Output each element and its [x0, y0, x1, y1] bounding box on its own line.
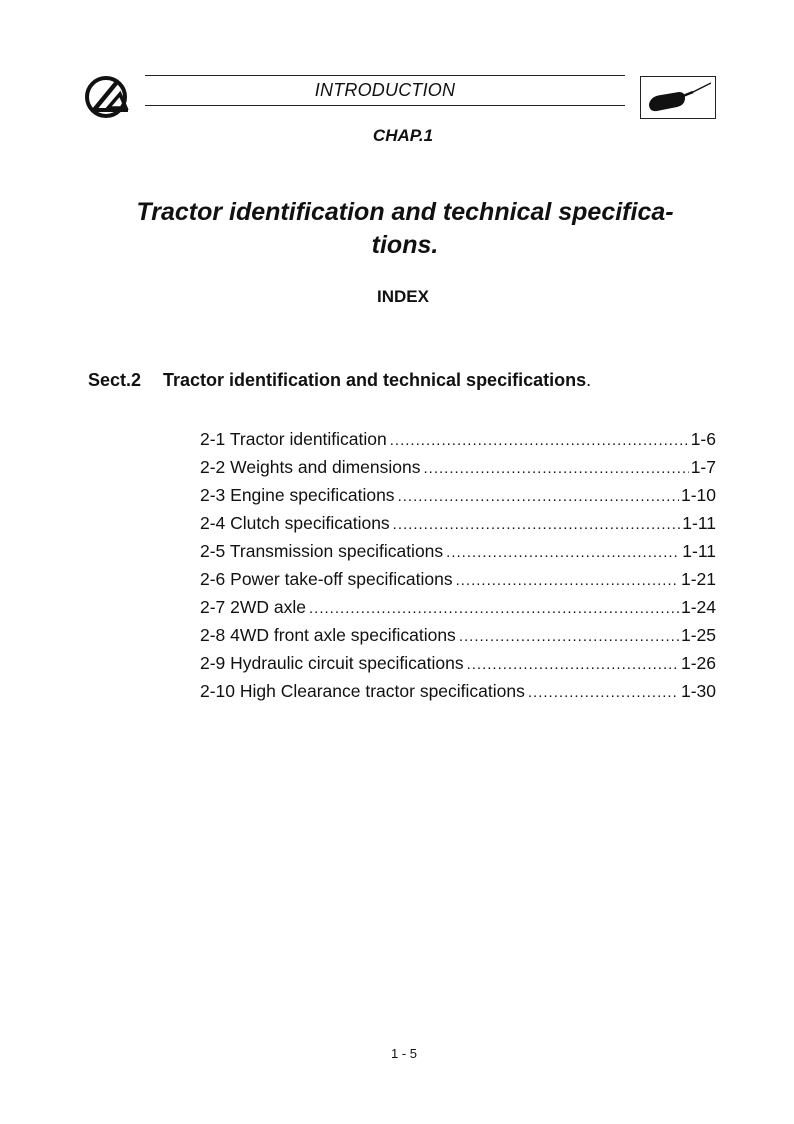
- page-number: 1 - 5: [390, 1046, 417, 1061]
- toc-row[interactable]: [200, 565, 716, 593]
- toc-leader: [467, 651, 679, 679]
- toc-page: 1-21: [680, 569, 716, 589]
- section-heading: [88, 370, 591, 391]
- toc-leader: [528, 679, 679, 707]
- document-title-line-2: tions.: [371, 231, 439, 259]
- header-title: INTRODUCTION: [314, 80, 456, 100]
- toc-row[interactable]: [200, 649, 716, 677]
- document-title: [90, 196, 720, 262]
- toc-page: 1-7: [690, 457, 716, 477]
- toc-entry: 2-10 High Clearance tractor specifications: [200, 681, 525, 701]
- grease-gun-icon: [645, 80, 711, 116]
- toc-entry: 2-2 Weights and dimensions: [200, 457, 421, 477]
- header-rule-bottom: [145, 105, 625, 106]
- toc-leader: [424, 455, 689, 483]
- toc-leader: [393, 511, 681, 539]
- toc-entry: 2-9 Hydraulic circuit specifications: [200, 653, 464, 673]
- toc-entry: 2-7 2WD axle: [200, 597, 307, 617]
- toc-entry: 2-4 Clutch specifications: [200, 513, 390, 533]
- toc-row[interactable]: [200, 509, 716, 537]
- toc-entry: 2-3 Engine specifications: [200, 485, 395, 505]
- toc-row[interactable]: [200, 621, 716, 649]
- toc-entry: 2-6 Power take-off specifications: [200, 569, 453, 589]
- toc-page: 1-6: [690, 429, 716, 449]
- header-rule-top: [145, 75, 625, 76]
- toc-leader: [309, 595, 679, 623]
- chapter-label: CHAP.1: [372, 126, 434, 145]
- index-heading: INDEX: [377, 287, 429, 306]
- toc-row[interactable]: [200, 593, 716, 621]
- document-title-line-1: Tractor identification and technical specifica-: [136, 198, 674, 226]
- toc-leader: [446, 539, 680, 567]
- toc-page: 1-11: [682, 513, 716, 533]
- section-icon-box: [640, 76, 716, 119]
- brand-logo-icon: [84, 74, 130, 120]
- toc-page: 1-26: [680, 653, 716, 673]
- toc-page: 1-25: [680, 625, 716, 645]
- section-number: Sect.2: [88, 370, 142, 390]
- toc-row[interactable]: [200, 481, 716, 509]
- toc-page: 1-10: [680, 485, 716, 505]
- section-title-period: .: [586, 370, 592, 390]
- toc-page: 1-11: [682, 541, 716, 561]
- section-title: Tractor identification and technical specifications: [163, 370, 587, 390]
- toc-leader: [459, 623, 679, 651]
- toc-page: 1-24: [680, 597, 716, 617]
- toc-row[interactable]: [200, 425, 716, 453]
- toc-entry: 2-5 Transmission specifications: [200, 541, 444, 561]
- toc-row[interactable]: [200, 677, 716, 705]
- toc-leader: [398, 483, 679, 511]
- toc-entry: 2-8 4WD front axle specifications: [200, 625, 456, 645]
- toc-page: 1-30: [680, 681, 716, 701]
- toc-row[interactable]: [200, 453, 716, 481]
- toc-entry: 2-1 Tractor identification: [200, 429, 387, 449]
- toc-leader: [456, 567, 679, 595]
- toc-leader: [390, 427, 689, 455]
- table-of-contents: [200, 425, 716, 705]
- toc-row[interactable]: [200, 537, 716, 565]
